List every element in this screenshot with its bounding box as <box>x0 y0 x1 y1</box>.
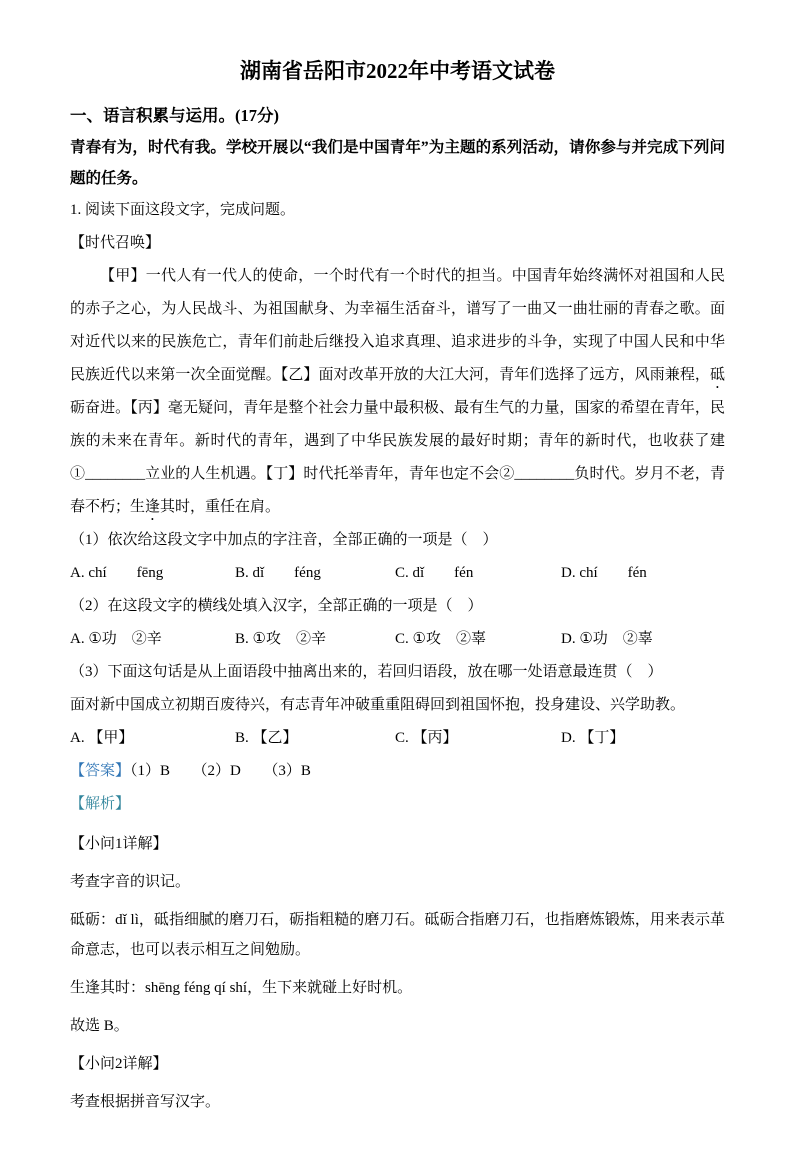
subq3-option-c: C. 【丙】 <box>395 730 458 746</box>
subq1-option-c: C. dǐ fén <box>395 565 474 581</box>
answer-line <box>70 755 725 788</box>
subq2-option-a: A. ①功 ②辛 <box>70 631 162 647</box>
subq1-options <box>70 557 725 590</box>
exam-document <box>70 56 725 1117</box>
analysis-para-1: 考查字音的识记。 <box>70 874 191 890</box>
section-heading: 一、语言积累与运用。(17分) <box>70 106 279 125</box>
answer-text: （1）B （2）D （3）B <box>130 763 311 779</box>
subq3-option-a: A. 【甲】 <box>70 730 134 746</box>
answer-label: 【答案】 <box>70 763 131 779</box>
analysis-para-2: 砥砺：dǐ lì，砥指细腻的磨刀石，砺指粗糙的磨刀石。砥砺合指磨刀石，也指磨炼锻炼，用来表示革命意志，也可以表示相互之间勉励。 <box>70 912 725 958</box>
analysis-para-4: 考查根据拼音写汉字。 <box>70 1094 221 1110</box>
analysis-label: 【解析】 <box>70 796 131 812</box>
intro-text: 青春有为，时代有我。学校开展以“我们是中国青年”为主题的系列活动，请你参与并完成下列问题的任务。 <box>70 139 725 187</box>
question-1-label: 1. 阅读下面这段文字，完成问题。 <box>70 202 296 218</box>
subq1-option-b: B. dǐ féng <box>235 565 321 581</box>
subq1-option-d: D. chí fén <box>561 565 647 581</box>
analysis-subhead-2: 【小问2详解】 <box>70 1056 168 1072</box>
subq2-stem: （2）在这段文字的横线处填入汉字，全部正确的一项是（ ） <box>70 598 483 614</box>
analysis-subhead-1: 【小问1详解】 <box>70 836 168 852</box>
subq2-options <box>70 623 725 656</box>
subq1-stem: （1）依次给这段文字中加点的字注音，全部正确的一项是（ ） <box>70 532 498 548</box>
subq2-option-c: C. ①攻 ②辜 <box>395 631 486 647</box>
page-title: 湖南省岳阳市2022年中考语文试卷 <box>240 59 555 83</box>
subq1-option-a: A. chí fēng <box>70 565 164 581</box>
subq3-sentence: 面对新中国成立初期百废待兴，有志青年冲破重重阻碍回到祖国怀抱，投身建设、兴学助教。 <box>70 697 686 713</box>
passage-text: 【甲】一代人有一代人的使命，一个时代有一个时代的担当。中国青年始终满怀对祖国和人民的赤子之心，为人民战斗、为祖国献身、为幸福生活奋斗，谱写了一曲又一曲壮丽的青春之歌。面对近代以来的民族危亡，青年们前赴后继投入追求真理、追求进步的斗争，实现了中国人民和中华民族近代以来第一次全面觉醒。【乙】面对改革开放的大江大河，青年们选择了远方，风雨兼程，砥砺奋进。【丙】毫无疑问，青年是整个社会力量中最积极、最有生气的力量，国家的希望在青年，民族的未来在青年。新时代的青年，遇到了中华民族发展的最好时期；青年的新时代，也收获了建①________立业的人生机遇。【丁】时代托举青年，青年也定不会②________负时代。岁月不老，青春不朽；生逢其时，重任在肩。 <box>70 268 725 515</box>
subq3-option-b: B. 【乙】 <box>235 730 298 746</box>
subq2-option-d: D. ①功 ②辜 <box>561 631 653 647</box>
subq3-stem: （3）下面这句话是从上面语段中抽离出来的，若回归语段，放在哪一处语意最连贯（ ） <box>70 664 663 680</box>
analysis-para-3: 生逢其时：shēng féng qí shí，生下来就碰上好时机。 <box>70 980 413 996</box>
analysis-conclusion: 故选 B。 <box>70 1018 129 1034</box>
subq3-option-d: D. 【丁】 <box>561 730 625 746</box>
passage-tag: 【时代召唤】 <box>70 235 161 251</box>
subq3-options <box>70 722 725 755</box>
subq2-option-b: B. ①攻 ②辛 <box>235 631 326 647</box>
